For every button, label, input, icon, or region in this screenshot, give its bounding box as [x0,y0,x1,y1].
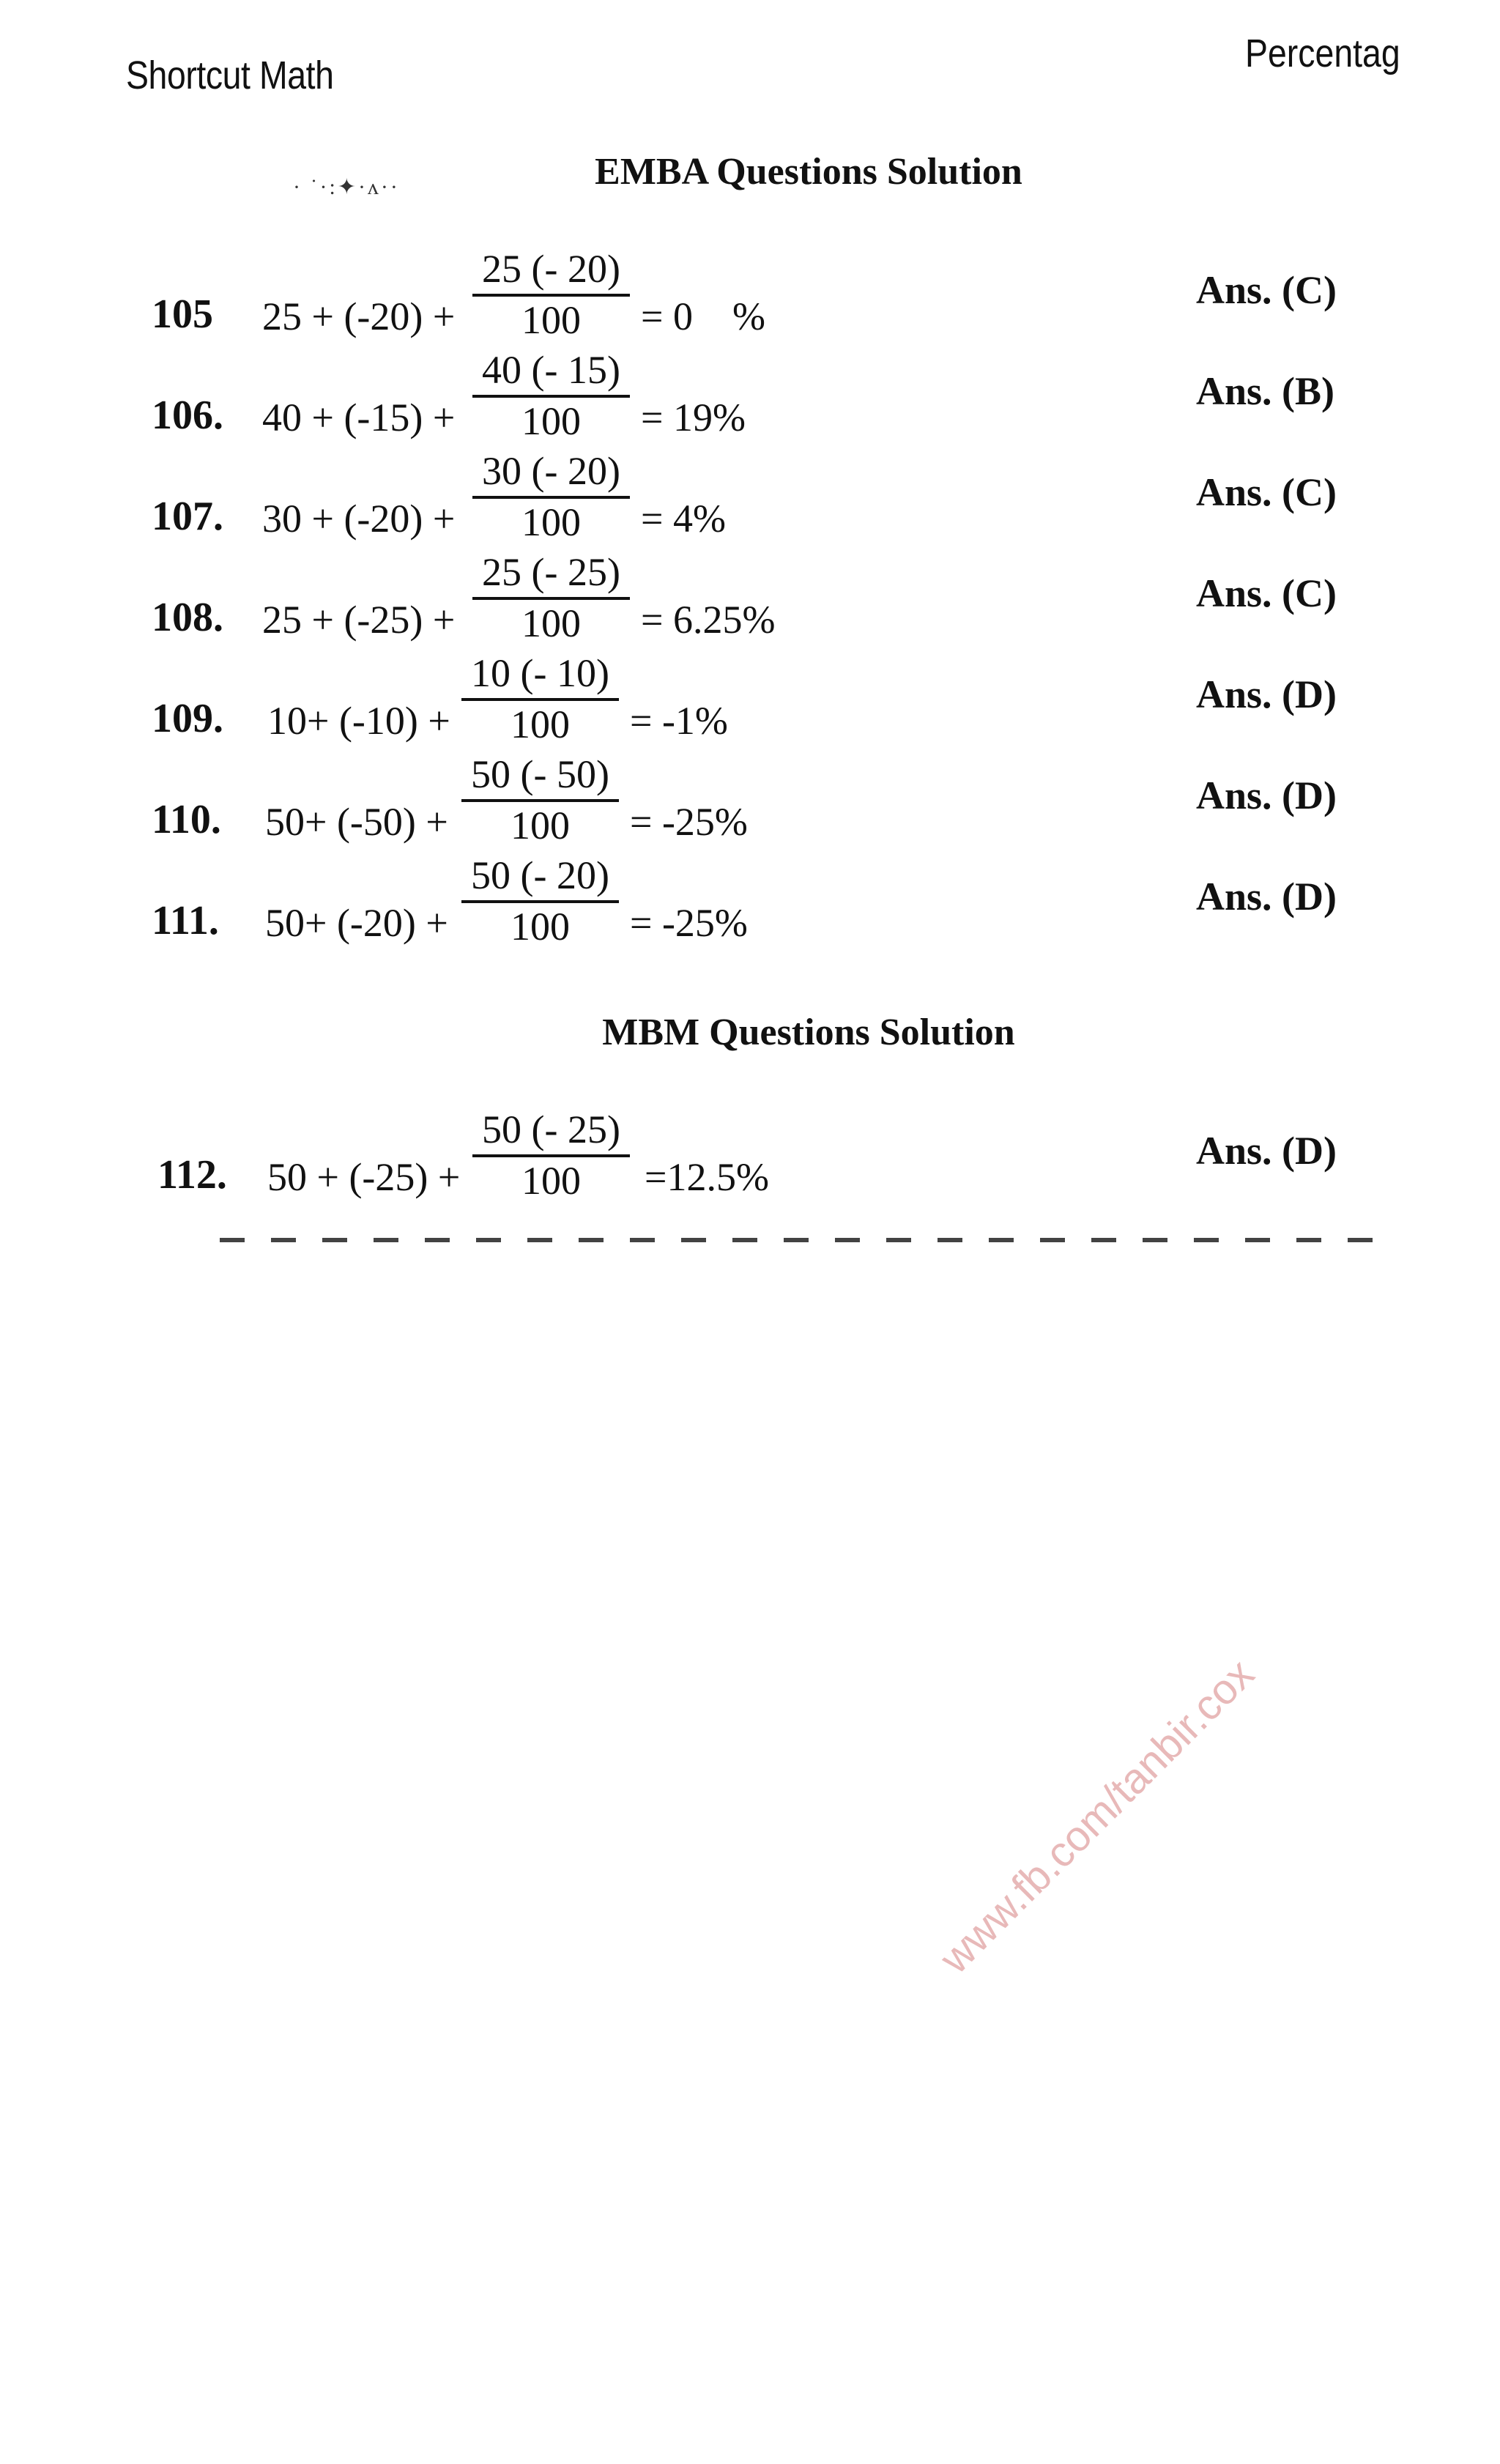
solution-row-108 [0,550,1500,666]
question-number: 108. [152,595,223,640]
fraction-denominator: 100 [510,804,570,847]
fraction [472,1106,630,1204]
fraction [472,245,630,344]
fraction-denominator: 100 [521,298,581,342]
expression-result: = -25% [630,901,748,945]
question-number: 111. [152,898,219,943]
question-number: 110. [152,797,221,842]
solution-row-112 [0,1107,1500,1223]
fraction-denominator: 100 [521,399,581,443]
solution-row-107 [0,449,1500,565]
answer-label: Ans. (D) [1196,672,1337,716]
fraction-denominator: 100 [521,601,581,645]
fraction [472,549,630,647]
scan-specks: · ˙·:✦·ʌ·· [293,175,400,199]
fraction [472,346,630,445]
mbm-section-title: MBM Questions Solution [602,1012,1015,1053]
expression-result: = 19% [641,396,746,439]
fraction-numerator: 25 (- 25) [472,549,630,600]
answer-label: Ans. (D) [1196,773,1337,817]
solution-row-110 [0,752,1500,868]
fraction-numerator: 50 (- 25) [472,1106,630,1157]
answer-label: Ans. (D) [1196,1129,1337,1173]
expression-lead: 25 + (-20) + [262,294,456,338]
solution-row-111 [0,853,1500,969]
expression-lead: 10+ (-10) + [267,699,450,743]
expression-result: = 6.25% [641,598,776,642]
fraction-denominator: 100 [510,905,570,949]
question-number: 105 [152,292,213,337]
fraction-numerator: 25 (- 20) [472,245,630,297]
expression-result: = -1% [630,699,728,743]
question-number: 107. [152,494,223,539]
answer-label: Ans. (C) [1196,571,1337,615]
fraction [461,650,619,748]
expression-result: = 0 % [641,294,765,338]
question-number: 106. [152,393,223,438]
page-header-left: Shortcut Math [126,53,334,97]
solution-row-106 [0,348,1500,464]
watermark-text: www.fb.com/tanbir.cox [930,1650,1263,1983]
answer-label: Ans. (C) [1196,470,1337,514]
emba-section-title: EMBA Questions Solution [595,151,1022,193]
fraction-numerator: 50 (- 20) [461,852,619,903]
fraction-denominator: 100 [521,500,581,544]
answer-label: Ans. (C) [1196,268,1337,312]
question-number: 112. [157,1152,227,1198]
fraction-denominator: 100 [510,702,570,746]
fraction-numerator: 30 (- 20) [472,448,630,499]
dashed-separator [220,1238,1392,1242]
expression-lead: 40 + (-15) + [262,396,456,439]
expression-lead: 50 + (-25) + [267,1155,461,1199]
expression-result: = -25% [630,800,748,844]
expression-lead: 30 + (-20) + [262,497,456,541]
fraction [472,448,630,546]
answer-label: Ans. (B) [1196,369,1335,413]
question-number: 109. [152,696,223,741]
fraction-denominator: 100 [521,1159,581,1203]
page-header-right-text: Percentag [1245,31,1400,75]
fraction [461,852,619,950]
expression-lead: 50+ (-50) + [265,800,448,844]
fraction-numerator: 50 (- 50) [461,751,619,802]
page-header-right [1245,31,1500,76]
fraction [461,751,619,849]
expression-lead: 25 + (-25) + [262,598,456,642]
expression-lead: 50+ (-20) + [265,901,448,945]
solution-row-105 [0,247,1500,363]
fraction-numerator: 40 (- 15) [472,346,630,398]
solution-row-109 [0,651,1500,767]
expression-result: =12.5% [645,1155,769,1199]
answer-label: Ans. (D) [1196,875,1337,919]
fraction-numerator: 10 (- 10) [461,650,619,701]
expression-result: = 4% [641,497,726,541]
